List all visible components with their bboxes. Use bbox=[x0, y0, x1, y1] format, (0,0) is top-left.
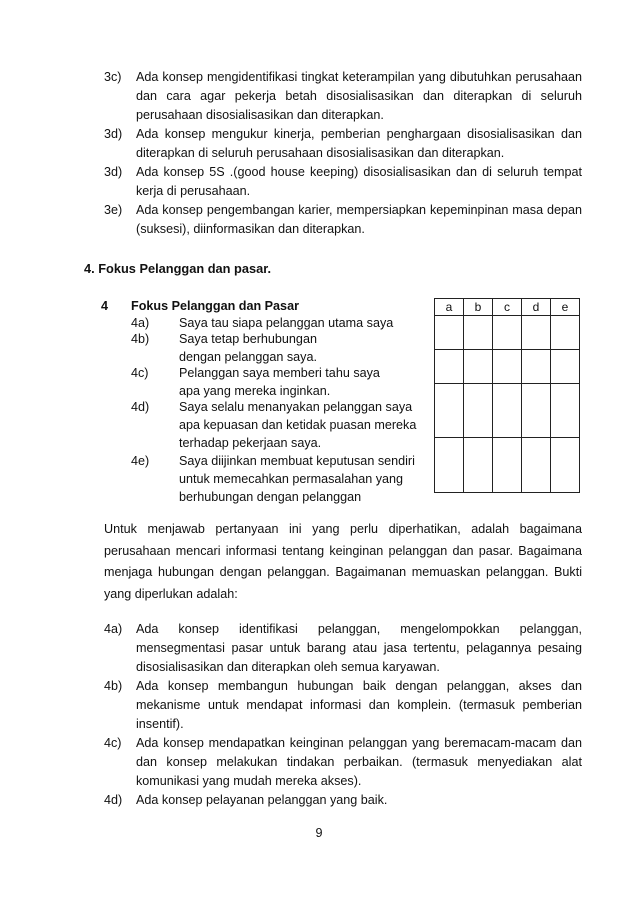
section-heading: 4. Fokus Pelanggan dan pasar. bbox=[84, 261, 272, 276]
questionnaire-item-text: Saya tetap berhubungan dengan pelanggan saya. bbox=[179, 332, 317, 364]
rating-column-label: a bbox=[435, 299, 464, 316]
rating-column-label: c bbox=[493, 299, 522, 316]
item-text: Ada konsep mendapatkan keinginan pelanggan yang beremacam-macam dan dan konsep melakukan tindakan perbaikan. (termasuk menyediakan alat komunikasi yang mudah mereka akses). bbox=[136, 736, 582, 788]
questionnaire-item-code: 4e) bbox=[131, 454, 150, 468]
questionnaire-number: 4 bbox=[101, 299, 109, 313]
rating-cell[interactable] bbox=[435, 438, 464, 493]
questionnaire-item-code: 4c) bbox=[131, 366, 149, 380]
rating-cell[interactable] bbox=[493, 350, 522, 384]
rating-column-label: e bbox=[551, 299, 580, 316]
rating-row bbox=[435, 316, 580, 350]
list-item bbox=[104, 68, 582, 125]
rating-cell[interactable] bbox=[493, 384, 522, 438]
item-number: 3d) bbox=[104, 127, 123, 141]
rating-grid bbox=[434, 298, 580, 493]
item-number: 3c) bbox=[104, 70, 122, 84]
rating-cell[interactable] bbox=[522, 384, 551, 438]
rating-cell[interactable] bbox=[551, 438, 580, 493]
rating-cell[interactable] bbox=[551, 384, 580, 438]
questionnaire-item bbox=[131, 452, 426, 506]
item-number: 3d) bbox=[104, 165, 123, 179]
top-criteria-list bbox=[104, 68, 582, 239]
rating-row bbox=[435, 438, 580, 493]
questionnaire-item bbox=[131, 398, 426, 452]
page-number: 9 bbox=[315, 826, 323, 840]
item-number: 4d) bbox=[104, 793, 123, 807]
questionnaire-item-text: Pelanggan saya memberi tahu saya apa yang mereka inginkan. bbox=[179, 366, 380, 398]
rating-cell[interactable] bbox=[435, 316, 464, 350]
questionnaire-item-text: Saya diijinkan membuat keputusan sendiri untuk memecahkan permasalahan yang berhubungan dengan pelanggan bbox=[179, 454, 415, 504]
questionnaire-title: Fokus Pelanggan dan Pasar bbox=[131, 299, 299, 313]
questionnaire-item-code: 4d) bbox=[131, 400, 150, 414]
rating-row bbox=[435, 384, 580, 438]
questionnaire-item-text: Saya tau siapa pelanggan utama saya bbox=[179, 316, 394, 330]
rating-column-label: d bbox=[522, 299, 551, 316]
rating-cell[interactable] bbox=[493, 438, 522, 493]
rating-cell[interactable] bbox=[464, 438, 493, 493]
item-number: 3e) bbox=[104, 203, 123, 217]
rating-cell[interactable] bbox=[464, 384, 493, 438]
list-item bbox=[104, 734, 582, 791]
questionnaire-item-text: Saya selalu menanyakan pelanggan saya apa kepuasan dan ketidak puasan mereka terhadap pekerjaan saya. bbox=[179, 400, 417, 450]
list-item bbox=[104, 201, 582, 239]
questionnaire-item-code: 4a) bbox=[131, 316, 150, 330]
item-text: Ada konsep mengukur kinerja, pemberian penghargaan disosialisasikan dan diterapkan di seluruh perusahaan disosialisasikan dan diterapkan. bbox=[136, 127, 582, 160]
list-item bbox=[104, 125, 582, 163]
questionnaire-item bbox=[131, 330, 426, 366]
item-text: Ada konsep membangun hubungan baik dengan pelanggan, akses dan mekanisme untuk mendapat informasi dan komplein. (termasuk pemberian insentif). bbox=[136, 679, 582, 731]
rating-cell[interactable] bbox=[551, 316, 580, 350]
rating-cell[interactable] bbox=[464, 350, 493, 384]
bottom-criteria-list bbox=[104, 620, 582, 810]
item-number: 4a) bbox=[104, 622, 123, 636]
list-item bbox=[104, 163, 582, 201]
questionnaire-item-code: 4b) bbox=[131, 332, 150, 346]
rating-cell[interactable] bbox=[464, 316, 493, 350]
rating-row bbox=[435, 350, 580, 384]
rating-cell[interactable] bbox=[551, 350, 580, 384]
rating-cell[interactable] bbox=[435, 350, 464, 384]
rating-cell[interactable] bbox=[435, 384, 464, 438]
list-item bbox=[104, 791, 582, 810]
item-text: Ada konsep pengembangan karier, mempersiapkan kepeminpinan masa depan (suksesi), diinformasikan dan diterapkan. bbox=[136, 203, 582, 236]
item-text: Ada konsep 5S .(good house keeping) disosialisasikan dan di seluruh tempat kerja di perusahaan. bbox=[136, 165, 582, 198]
list-item bbox=[104, 620, 582, 677]
rating-grid-header bbox=[435, 299, 580, 316]
item-text: Ada konsep mengidentifikasi tingkat keterampilan yang dibutuhkan perusahaan dan cara agar pekerja betah disosialisasikan dan diterapkan di seluruh perusahaan disosialisasikan dan diterapkan. bbox=[136, 70, 582, 122]
questionnaire-item bbox=[131, 364, 426, 400]
rating-cell[interactable] bbox=[522, 438, 551, 493]
body-paragraph: Untuk menjawab pertanyaan ini yang perlu diperhatikan, adalah bagaimana perusahaan mencari informasi tentang keinginan pelanggan dan pasar. Bagaimana menjaga hubungan dengan pelanggan. Bagaimanan memuaskan pelanggan. Bukti yang diperlukan adalah: bbox=[104, 522, 582, 601]
rating-cell[interactable] bbox=[493, 316, 522, 350]
list-item bbox=[104, 677, 582, 734]
item-text: Ada konsep pelayanan pelanggan yang baik. bbox=[136, 793, 388, 807]
item-number: 4b) bbox=[104, 679, 123, 693]
rating-cell[interactable] bbox=[522, 350, 551, 384]
rating-cell[interactable] bbox=[522, 316, 551, 350]
item-text: Ada konsep identifikasi pelanggan, mengelompokkan pelanggan, mensegmentasi pasar untuk barang atau jasa tertentu, pelagannya pesaing disosialisasikan dan diterapkan oleh semua karyawan. bbox=[136, 622, 582, 674]
rating-column-label: b bbox=[464, 299, 493, 316]
item-number: 4c) bbox=[104, 736, 122, 750]
